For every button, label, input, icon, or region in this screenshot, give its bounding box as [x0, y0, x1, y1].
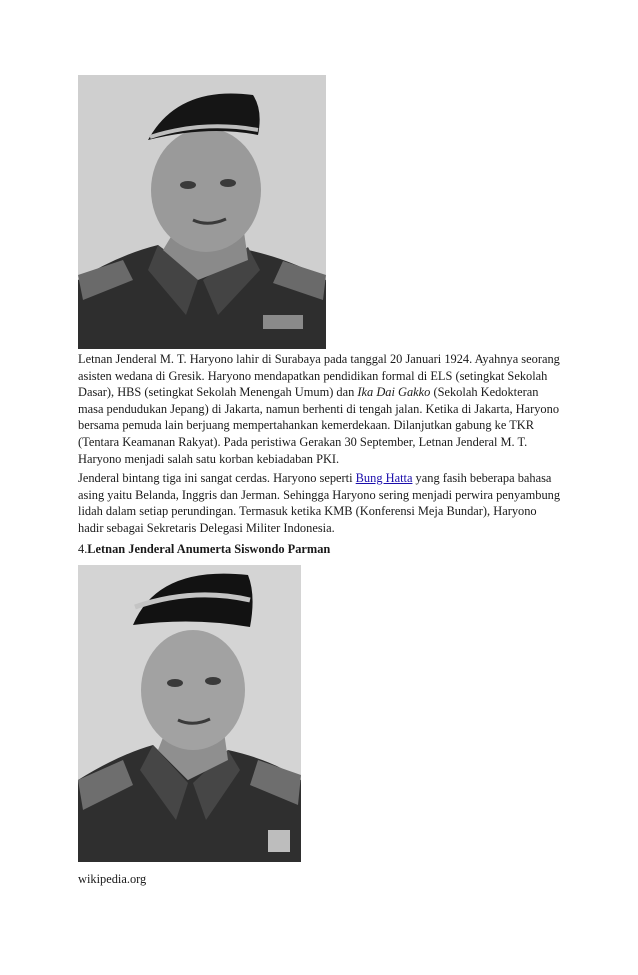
portrait-photo-siswondo-parman	[78, 565, 301, 862]
source-label: wikipedia.org	[78, 872, 147, 886]
section-heading	[78, 541, 564, 558]
italic-term: Ika Dai Gakko	[357, 385, 431, 400]
bung-hatta-link[interactable]: Bung Hatta	[355, 471, 413, 485]
paragraph-haryono-languages: Jenderal bintang tiga ini sangat cerdas. Haryono seperti Bung Hatta yang fasih beberapa bahasa asing yaitu Belanda, Inggris dan Jerman. Sehingga Haryono sering menjadi perwira penyambung lidah dalam setiap perundingan. Termasuk ketika KMB (Konferensi Meja Bundar), Haryono hadir sebagai Sekretaris Delegasi Militer Indonesia.	[78, 471, 561, 535]
heading-number: 4.	[78, 542, 88, 556]
paragraph-haryono-biography: Letnan Jenderal M. T. Haryono lahir di Surabaya pada tanggal 20 Januari 1924. Ayahnya seorang asisten wedana di Gresik. Haryono mendapatkan pendidikan formal di ELS (setingkat Sekolah Dasar), HBS (setingkat Sekolah Menengah Umum) dan Ika Dai Gakko (Sekolah Kedokteran masa pendudukan Jepang) di Jakarta, namun berhenti di tengah jalan. Ketika di Jakarta, Haryono bersama pemuda lain berjuang mempertahankan kemerdekaan. Dilanjutkan gabung ke TKR (Tentara Keamanan Rakyat). Pada peristiwa Gerakan 30 September, Letnan Jenderal M. T. Haryono menjadi salah satu korban kebiadaban PKI.	[78, 352, 560, 466]
heading-name: Letnan Jenderal Anumerta Siswondo Parman	[87, 542, 331, 556]
portrait-photo-haryono	[78, 75, 326, 349]
